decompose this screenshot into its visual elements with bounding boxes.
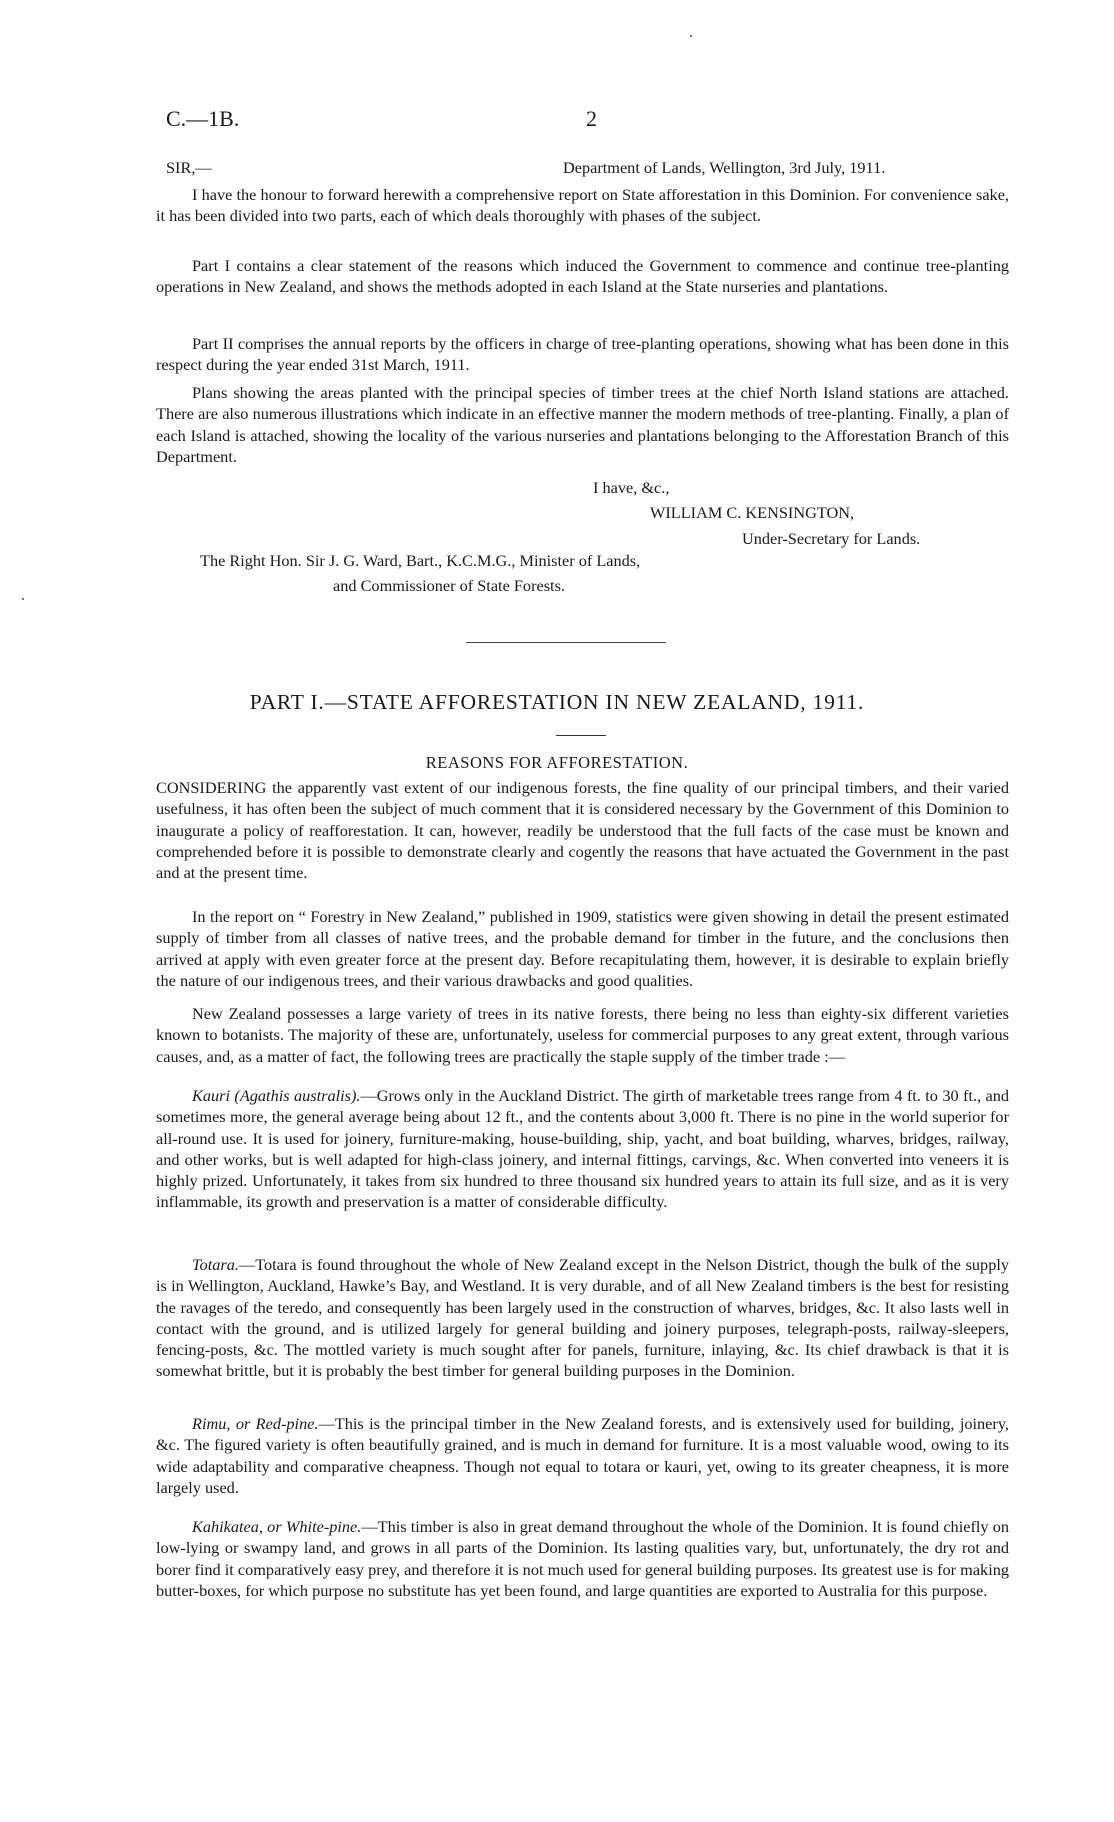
letter-paragraph-3: Part II comprises the annual reports by the officers in charge of tree-planting operations, showing what has been done in this respect during the year ended 31st March, 1911. <box>156 334 1009 375</box>
timber-entry-rimu <box>156 1413 1009 1498</box>
timber-name: Totara. <box>192 1255 239 1274</box>
scan-speck <box>690 35 692 37</box>
timber-entry-kauri <box>156 1085 1009 1213</box>
page-number: 2 <box>586 106 597 131</box>
part-title: PART I.—STATE AFFORESTATION IN NEW ZEALAND, 1911. <box>249 690 865 714</box>
timber-name: Rimu, or Red-pine. <box>192 1414 319 1433</box>
timber-description: —This is the principal timber in the New Zealand forests, and is extensively used for building, joinery, &c. The figured variety is often beautifully grained, and is much in demand for furniture. It is a most valuable wood, owing to its wide adaptability and comparative cheapness. Though not equal to totara or kauri, yet, owing to its greater cheapness, it is more largely used. <box>156 1414 1009 1497</box>
heading-rule <box>556 735 606 736</box>
timber-name: Kauri (Agathis australis). <box>192 1086 361 1105</box>
timber-description: —Totara is found throughout the whole of New Zealand except in the Nelson District, though the bulk of the supply is in Wellington, Auckland, Hawke’s Bay, and Westland. It is very durable, and of all New Zealand timbers is the best for resisting the ravages of the teredo, and consequently has been largely used in the construction of wharves, bridges, &c. It also lasts well in contact with the ground, and is utilized largely for general building and joinery purposes, telegraph-posts, railway-sleepers, fencing-posts, &c. The mottled variety is much sought after for panels, furniture, inlaying, &c. Its chief drawback is that it is somewhat brittle, but it is probably the best timber for general building purposes in the Dominion. <box>156 1255 1009 1381</box>
letter-salutation: SIR,— <box>166 158 212 177</box>
letter-paragraph-2: Part I contains a clear statement of the reasons which induced the Government to commence and continue tree-planting operations in New Zealand, and shows the methods adopted in each Island at the State nurseries and plantations. <box>156 256 1009 297</box>
timber-description: —Grows only in the Auckland District. The girth of marketable trees range from 4 ft. to 30 ft., and sometimes more, the general average being about 12 ft., and the contents about 3,000 ft. There is no pine in the world superior for all-round use. It is used for joinery, furniture-making, house-building, ship, yacht, and boat building, wharves, bridges, railway, and other works, but is well adapted for high-class joinery, and internal fittings, carvings, &c. When converted into veneers it is highly prized. Unfortunately, it takes from six hundred to three thousand six hundred years to attain its full size, and as it is very inflammable, its growth and preservation is a matter of considerable difficulty. <box>156 1086 1009 1212</box>
letter-paragraph-4: Plans showing the areas planted with the principal species of timber trees at the chief North Island stations are attached. There are also numerous illustrations which indicate in an effective manner the modern methods of tree-planting. Finally, a plan of each Island is attached, showing the locality of the various nurseries and plantations belonging to the Afforestation Branch of this Department. <box>156 383 1009 466</box>
intro-text: the apparently vast extent of our indigenous forests, the fine quality of our principal timbers, and their varied usefulness, it has often been the subject of much comment that it is considered necessary by the Government of this Dominion to inaugurate a policy of reafforestation. It can, however, readily be understood that the full facts of the case must be known and comprehended before it is possible to demonstrate clearly and cogently the reasons that have actuated the Government in the past and at the present time. <box>156 778 1009 883</box>
letter-paragraph-1: I have the honour to forward herewith a comprehensive report on State afforestation in this Dominion. For convenience sake, it has been divided into two parts, each of which deals thoroughly with phases of the subject. <box>156 185 1009 226</box>
varieties-paragraph: New Zealand possesses a large variety of trees in its native forests, there being no less than eighty-six different varieties known to botanists. The majority of these are, unfortunately, useless for commercial purposes to any great extent, through various causes, and, as a matter of fact, the following trees are practically the staple supply of the timber trade :— <box>156 1004 1009 1066</box>
scan-speck <box>22 598 24 600</box>
separator-rule <box>466 642 666 643</box>
timber-name: Kahikatea, or White-pine. <box>192 1517 362 1536</box>
intro-lead-word: CONSIDERING <box>156 778 267 797</box>
timber-description: —This timber is also in great demand throughout the whole of the Dominion. It is found chiefly on low-lying or swampy land, and grows in all parts of the Dominion. Its lasting qualities vary, but, unfortunately, the dry rot and borer find it comparatively easy prey, and therefore it is not much used for general building purposes. Its greatest use is for making butter-boxes, for which purpose no substitute has yet been found, and large quantities are exported to Australia for this purpose. <box>156 1517 1009 1600</box>
letter-dateline: Department of Lands, Wellington, 3rd July, 1911. <box>563 158 886 177</box>
letter-addressee-line-2: and Commissioner of State Forests. <box>333 576 565 595</box>
section-heading: REASONS FOR AFFORESTATION. <box>425 753 689 772</box>
letter-closing: I have, &c., <box>593 478 670 497</box>
timber-entry-totara <box>156 1254 1009 1382</box>
intro-paragraph <box>156 777 1009 883</box>
letter-signatory: WILLIAM C. KENSINGTON, <box>650 503 855 522</box>
letter-addressee-line-1: The Right Hon. Sir J. G. Ward, Bart., K.C.M.G., Minister of Lands, <box>200 551 641 570</box>
timber-entry-kahikatea <box>156 1516 1009 1601</box>
forestry-report-paragraph: In the report on “ Forestry in New Zealand,” published in 1909, statistics were given showing in detail the present estimated supply of timber from all classes of native trees, and the probable demand for timber in the future, and the conclusions then arrived at apply with even greater force at the present day. Before recapitulating them, however, it is desirable to explain briefly the nature of our indigenous trees, and their various drawbacks and good qualities. <box>156 907 1009 990</box>
letter-signatory-title: Under-Secretary for Lands. <box>742 529 921 548</box>
document-reference: C.—1B. <box>166 106 240 131</box>
